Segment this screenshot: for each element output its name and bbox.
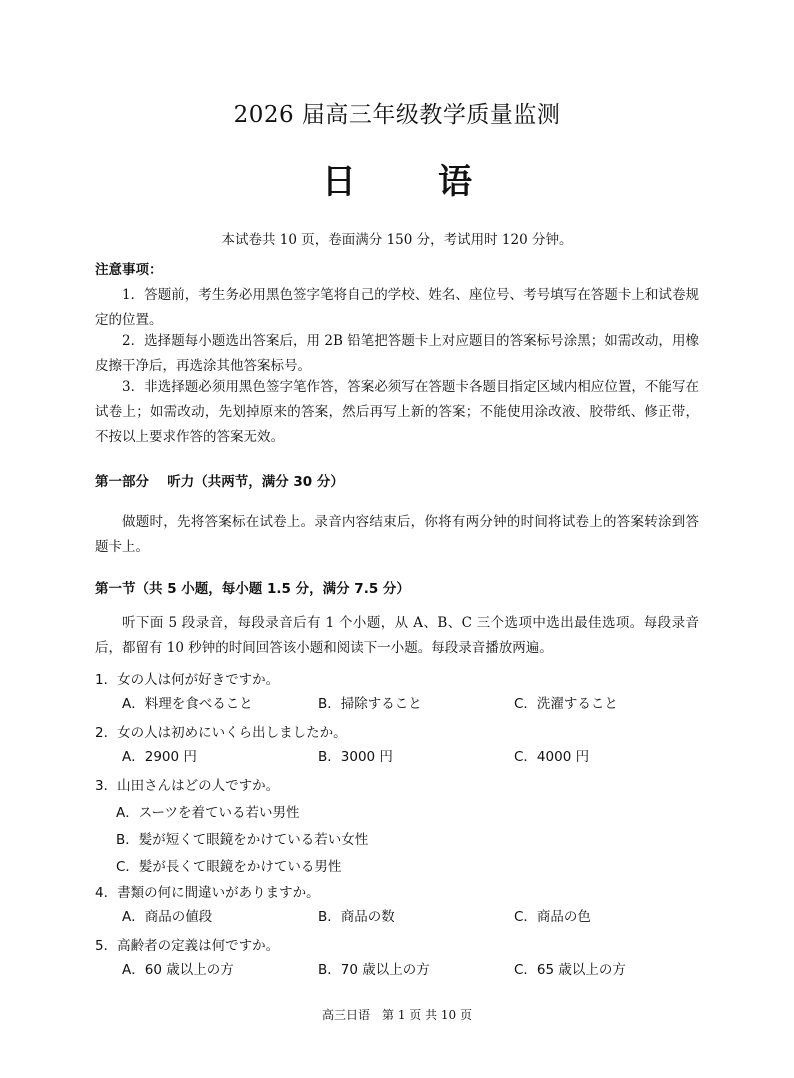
note-item-2: 2．选择题每小题选出答案后，用 2B 铅笔把答题卡上对应题目的答案标号涂黑；如需改动，用橡皮擦干净后，再选涂其他答案标号。 [95, 333, 699, 374]
question-4-option-b: B．商品の数 [318, 909, 395, 925]
question-1-stem: 1．女の人は何が好きですか。 [95, 672, 280, 688]
question-2-stem: 2．女の人は初めにいくら出しましたか。 [95, 725, 347, 741]
question-5-option-b: B．70 歳以上の方 [318, 962, 430, 978]
subject-title: 日 语 [322, 162, 496, 202]
question-3-option-b: B．髪が短くて眼鏡をかけている若い女性 [116, 832, 369, 848]
question-1-option-b: B．掃除すること [318, 696, 422, 712]
note-item-3: 3．非选择题必须用黑色签字笔作答，答案必须写在答题卡各题目指定区域内相应位置，不能写在试卷上；如需改动，先划掉原来的答案，然后再写上新的答案；不能使用涂改液、胶带纸、修正带，不按以上要求作答的答案无效。 [95, 379, 699, 445]
question-3-option-a: A．スーツを着ている若い男性 [116, 805, 300, 821]
exam-title: 2026 届高三年级教学质量监测 [233, 102, 561, 128]
question-1-option-c: C．洗濯すること [514, 696, 618, 712]
section1-heading: 第一节（共 5 小题，每小题 1.5 分，满分 7.5 分） [95, 581, 410, 597]
question-5-stem: 5．高齢者の定義は何ですか。 [95, 938, 280, 954]
question-5-option-c: C．65 歳以上の方 [514, 962, 626, 978]
page-footer: 高三日语 第 1 页 共 10 页 [322, 1008, 472, 1022]
question-2-option-a: A．2900 円 [122, 749, 197, 765]
question-2-option-c: C．4000 円 [514, 749, 590, 765]
note-item-1: 1．答题前，考生务必用黑色签字笔将自己的学校、姓名、座位号、考号填写在答题卡上和试卷规定的位置。 [95, 287, 699, 328]
exam-intro: 本试卷共 10 页，卷面满分 150 分，考试用时 120 分钟。 [221, 232, 573, 248]
notes-heading: 注意事项： [95, 262, 163, 278]
section1-instruction: 听下面 5 段录音，每段录音后有 1 个小题，从 A、B、C 三个选项中选出最佳选项。每段录音后，都留有 10 秒钟的时间回答该小题和阅读下一小题。每段录音播放两遍。 [95, 615, 699, 656]
question-3-stem: 3．山田さんはどの人ですか。 [95, 778, 280, 794]
question-4-option-a: A．商品の値段 [122, 909, 213, 925]
question-3-option-c: C．髪が長くて眼鏡をかけている男性 [116, 859, 342, 875]
part1-heading: 第一部分 听力（共两节，满分 30 分） [95, 474, 344, 490]
question-1-option-a: A．料理を食べること [122, 696, 253, 712]
question-2-option-b: B．3000 円 [318, 749, 393, 765]
question-4-stem: 4．書類の何に間違いがありますか。 [95, 885, 320, 901]
question-5-option-a: A．60 歳以上の方 [122, 962, 234, 978]
question-4-option-c: C．商品の色 [514, 909, 591, 925]
part1-instruction: 做题时，先将答案标在试卷上。录音内容结束后，你将有两分钟的时间将试卷上的答案转涂到答题卡上。 [95, 514, 699, 555]
